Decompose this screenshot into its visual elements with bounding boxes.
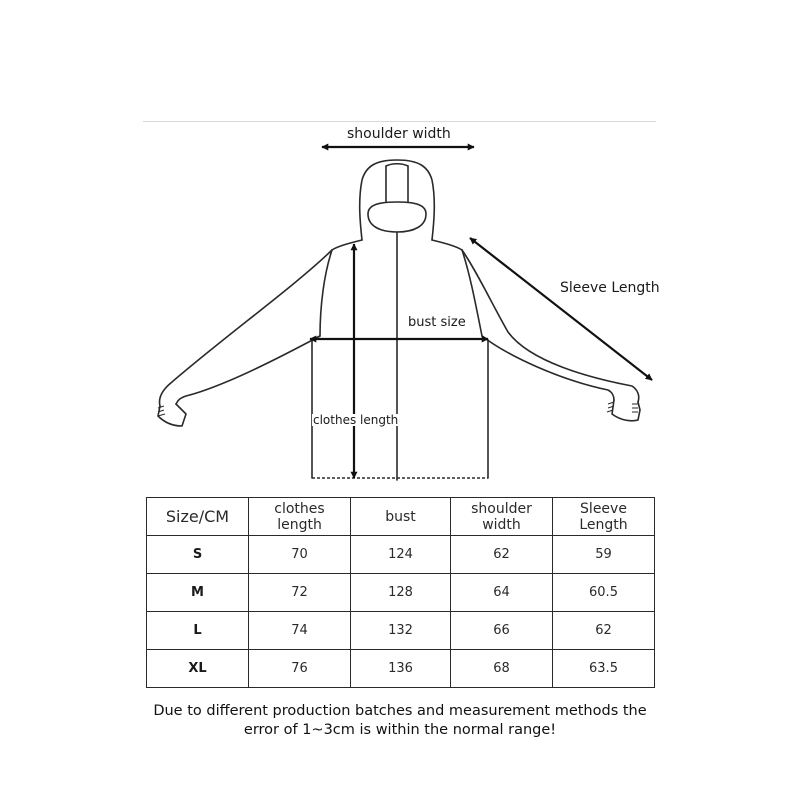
- sleeve-length-label: Sleeve Length: [560, 280, 660, 296]
- cell-clothes-length: 70: [249, 536, 351, 574]
- left-sleeve-outer: [160, 250, 333, 406]
- table-row: [147, 612, 655, 650]
- sleeve-length-arrow: [470, 238, 652, 380]
- table-row: [147, 536, 655, 574]
- cell-shoulder-width: 62: [451, 536, 553, 574]
- cell-size: S: [147, 536, 249, 574]
- disclaimer-line-1: Due to different production batches and measurement methods the: [153, 703, 647, 719]
- cell-sleeve-length: 62: [553, 612, 655, 650]
- cell-bust: 128: [351, 574, 451, 612]
- right-cuff: [612, 400, 640, 421]
- cell-size: XL: [147, 650, 249, 688]
- right-shoulder: [432, 240, 462, 250]
- shoulder-width-label: shoulder width: [347, 126, 451, 142]
- cell-sleeve-length: 60.5: [553, 574, 655, 612]
- cell-size: M: [147, 574, 249, 612]
- cell-clothes-length: 76: [249, 650, 351, 688]
- cell-clothes-length: 72: [249, 574, 351, 612]
- left-shoulder: [332, 240, 362, 250]
- size-chart-table: [146, 497, 655, 688]
- table-row: [147, 574, 655, 612]
- hood-drawstring-line: [386, 164, 408, 166]
- bust-size-label: bust size: [408, 315, 466, 330]
- cell-bust: 124: [351, 536, 451, 574]
- measurement-disclaimer: [100, 702, 700, 740]
- cell-sleeve-length: 59: [553, 536, 655, 574]
- cell-bust: 136: [351, 650, 451, 688]
- header-shoulder-width: shoulder width: [451, 498, 553, 536]
- cell-shoulder-width: 66: [451, 612, 553, 650]
- body-left-side: [312, 250, 332, 478]
- cell-size: L: [147, 612, 249, 650]
- cell-shoulder-width: 64: [451, 574, 553, 612]
- body-right-side: [462, 250, 488, 478]
- header-bust: bust: [351, 498, 451, 536]
- table-row: [147, 650, 655, 688]
- header-size: Size/CM: [147, 498, 249, 536]
- cell-clothes-length: 74: [249, 612, 351, 650]
- cell-sleeve-length: 63.5: [553, 650, 655, 688]
- table-header-row: [147, 498, 655, 536]
- hood-face-opening: [368, 202, 426, 232]
- right-sleeve-inner: [482, 336, 614, 400]
- left-sleeve-inner: [176, 336, 320, 404]
- cell-bust: 132: [351, 612, 451, 650]
- header-sleeve-length: Sleeve Length: [553, 498, 655, 536]
- hood-outline: [360, 160, 435, 240]
- clothes-length-label: clothes length: [313, 413, 399, 427]
- disclaimer-line-2: error of 1~3cm is within the normal range!: [243, 722, 557, 738]
- cell-shoulder-width: 68: [451, 650, 553, 688]
- header-clothes-length: clothes length: [249, 498, 351, 536]
- jacket-outline: [158, 160, 640, 480]
